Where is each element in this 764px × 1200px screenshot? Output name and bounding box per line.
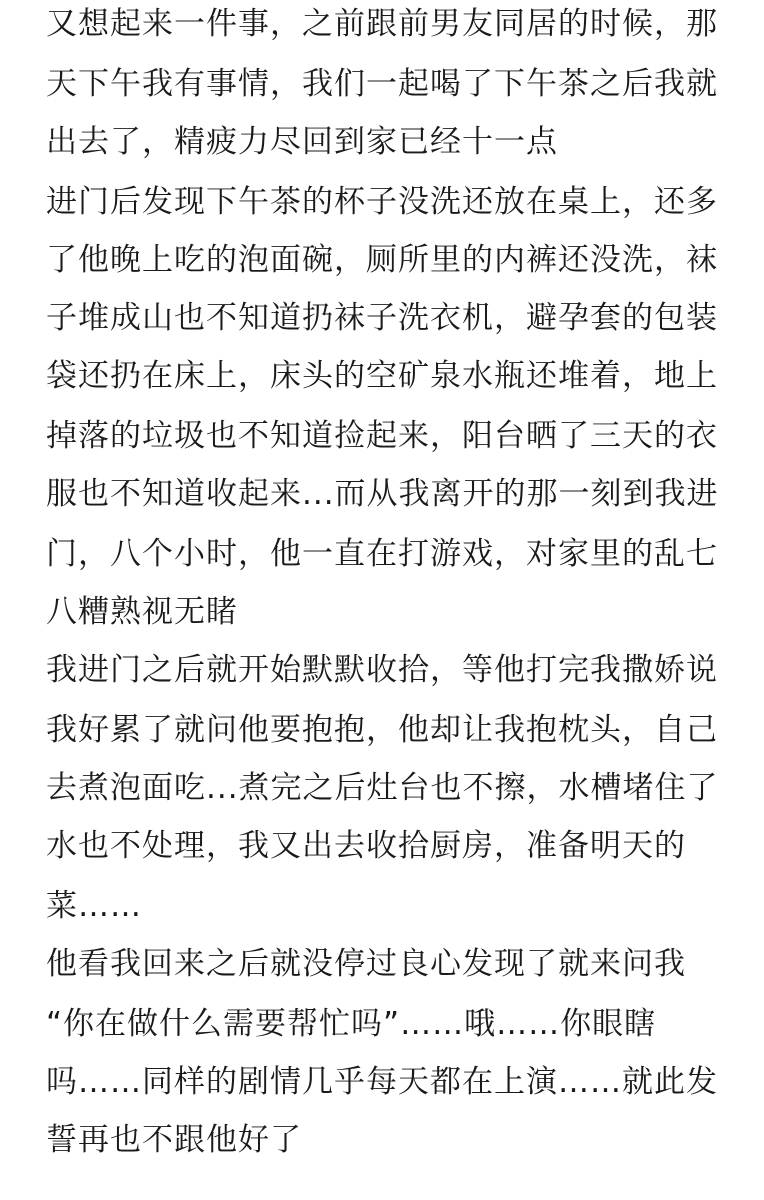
- text-line: 子堆成山也不知道扔袜子洗衣机，避孕套的包装: [46, 300, 718, 336]
- text-line: 他看我回来之后就没停过良心发现了就来问我: [46, 946, 686, 982]
- text-line: 进门后发现下午茶的杯子没洗还放在桌上，还多: [46, 184, 718, 220]
- text-line: 去煮泡面吃...煮完之后灶台也不擦，水槽堵住了: [46, 770, 719, 806]
- text-line: 服也不知道收起来...而从我离开的那一刻到我进: [46, 476, 719, 512]
- text-line: 袋还扔在床上，床头的空矿泉水瓶还堆着，地上: [46, 358, 718, 394]
- text-line: 出去了，精疲力尽回到家已经十一点: [46, 124, 558, 160]
- text-line: “你在做什么需要帮忙吗”……哦……你眼瞎: [46, 1006, 657, 1042]
- text-line: 菜……: [46, 888, 142, 924]
- text-line: 八糟熟视无睹: [46, 594, 238, 630]
- text-line: 又想起来一件事，之前跟前男友同居的时候，那: [46, 6, 718, 42]
- text-line: 掉落的垃圾也不知道捡起来，阳台晒了三天的衣: [46, 418, 718, 454]
- text-line: 水也不处理，我又出去收拾厨房，准备明天的: [46, 828, 686, 864]
- text-line: 吗……同样的剧情几乎每天都在上演……就此发: [46, 1064, 718, 1100]
- text-line: 了他晚上吃的泡面碗，厕所里的内裤还没洗，袜: [46, 242, 718, 278]
- text-line: 我好累了就问他要抱抱，他却让我抱枕头，自己: [46, 712, 718, 748]
- text-line: 我进门之后就开始默默收拾，等他打完我撒娇说: [46, 652, 718, 688]
- text-line: 门，八个小时，他一直在打游戏，对家里的乱七: [46, 536, 718, 572]
- text-line: 天下午我有事情，我们一起喝了下午茶之后我就: [46, 66, 718, 102]
- text-line: 誓再也不跟他好了: [46, 1122, 302, 1158]
